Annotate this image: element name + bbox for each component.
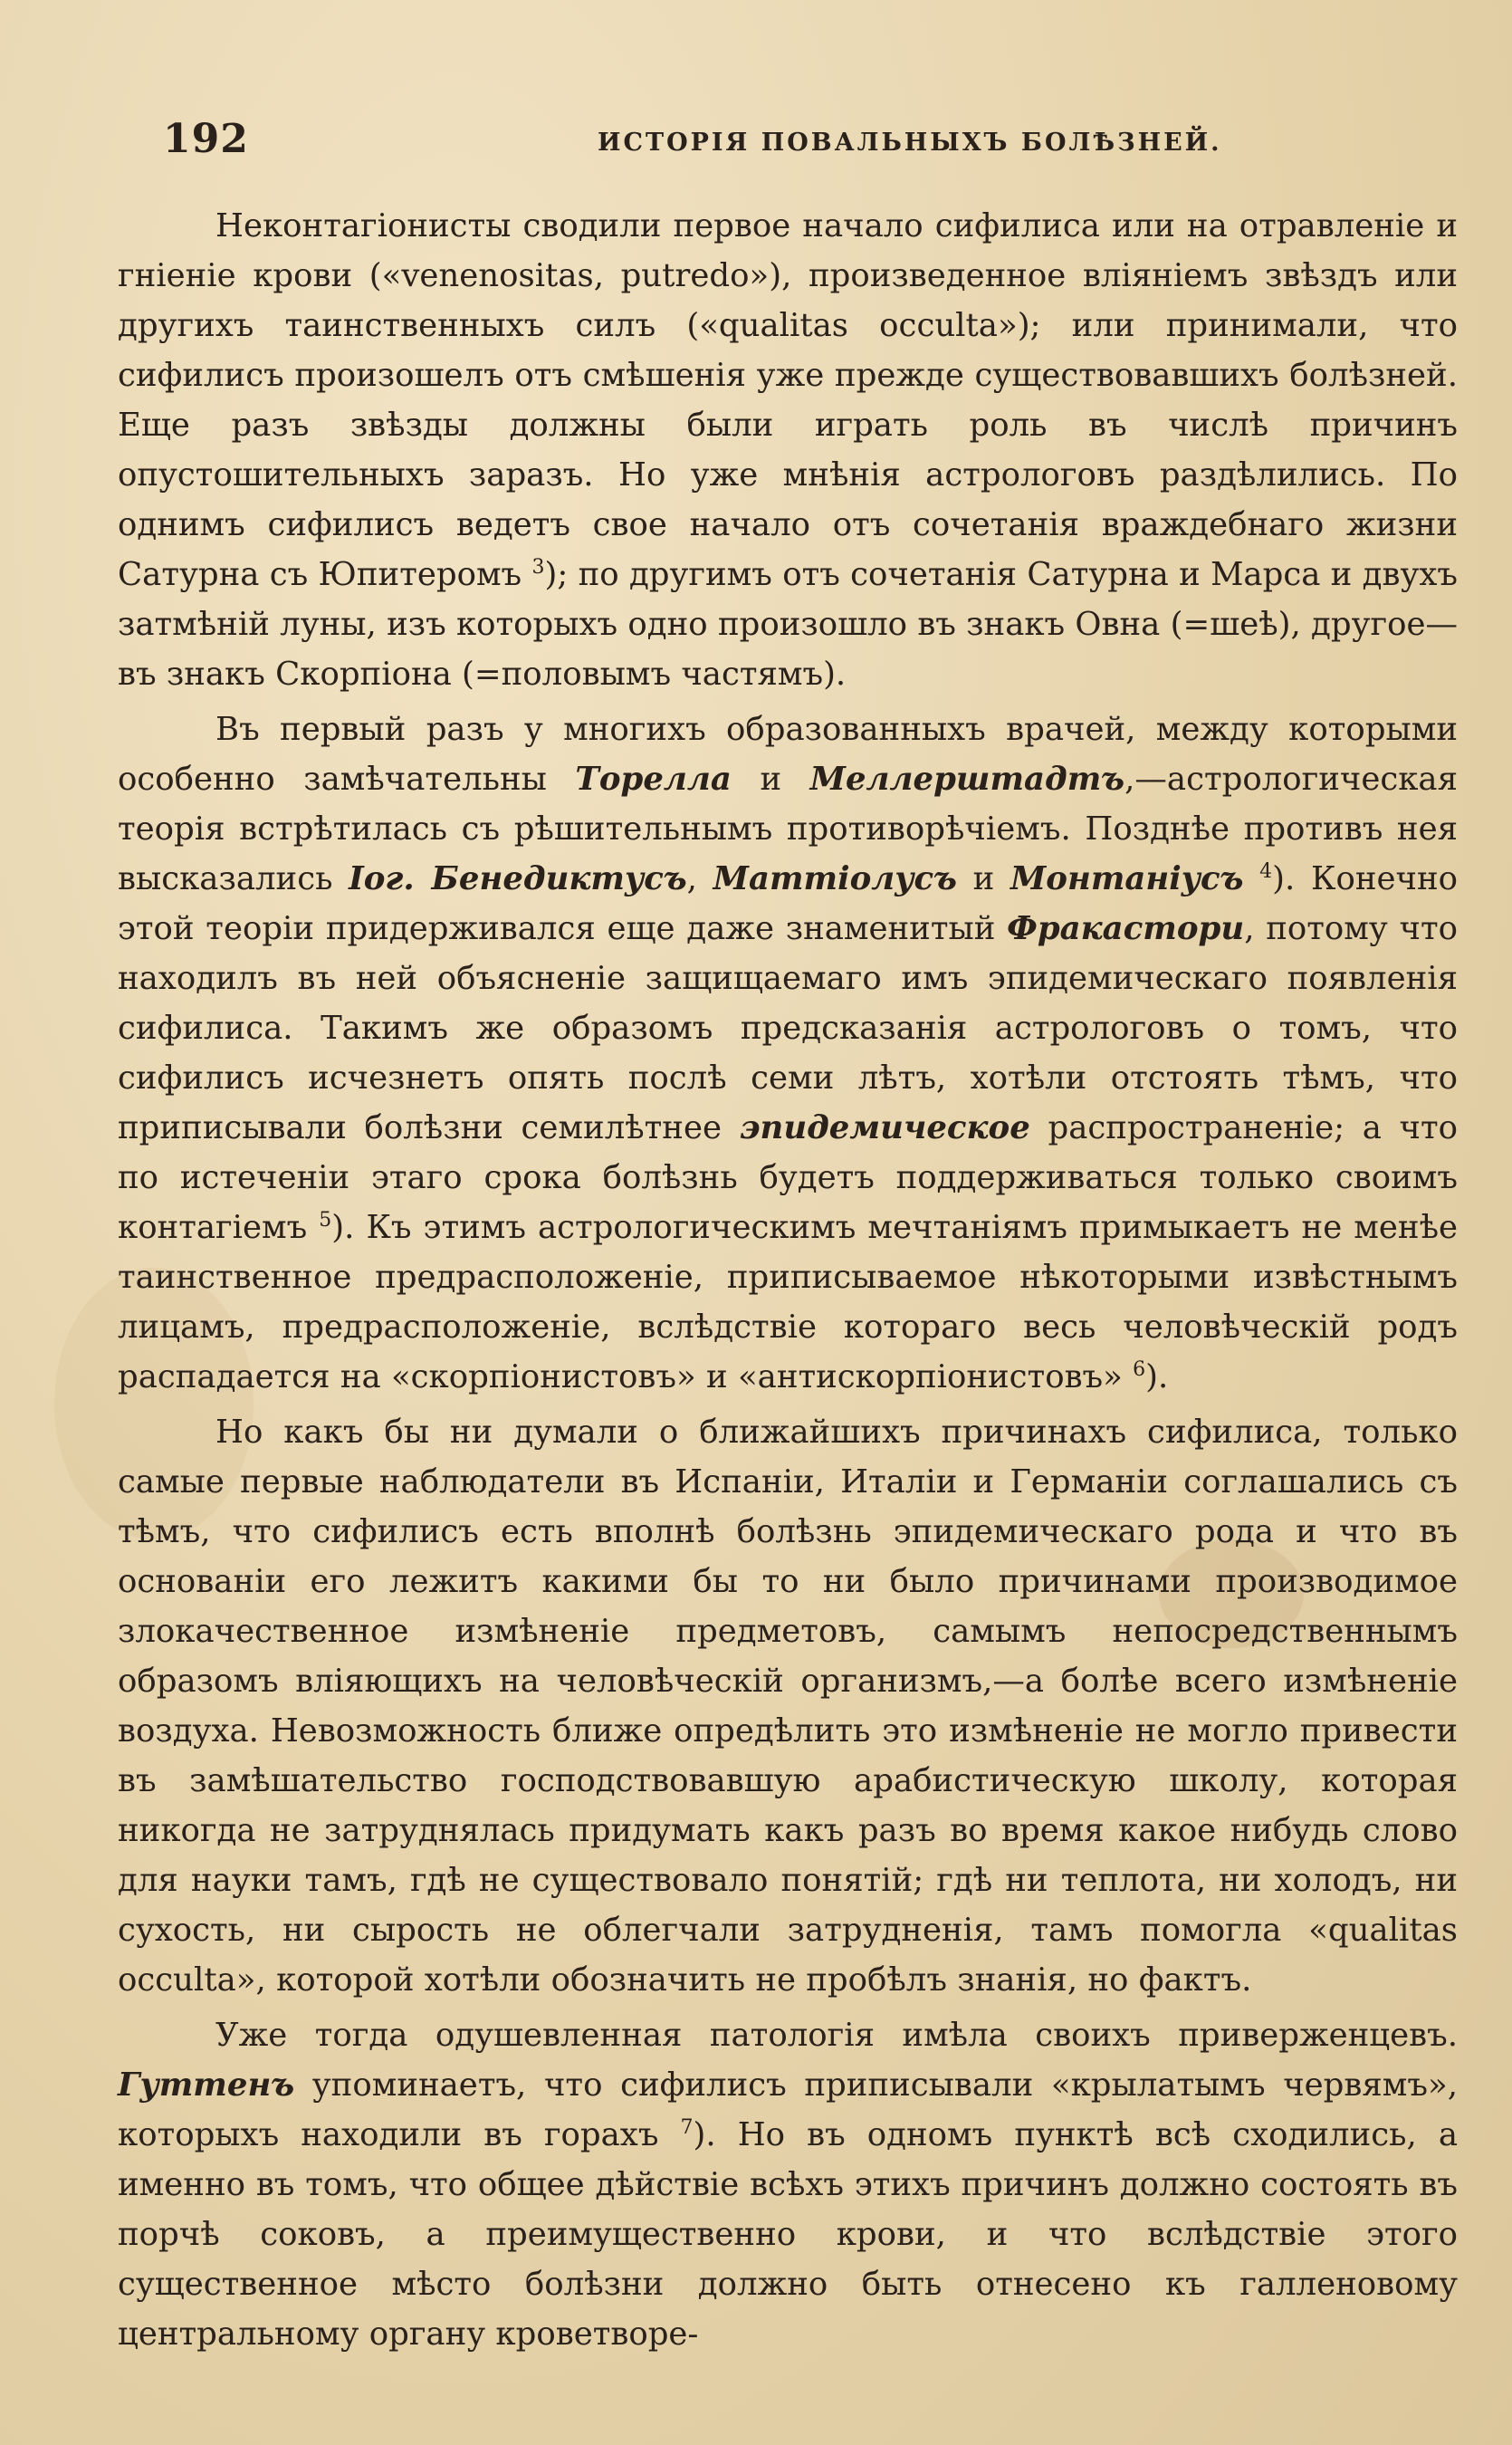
footnote-ref: 4 (1259, 860, 1273, 884)
footnote-ref: 6 (1133, 1358, 1146, 1382)
paragraph (118, 705, 1458, 1402)
paragraph (118, 201, 1458, 699)
paragraph (118, 1407, 1458, 2005)
emphasized-name: Меллерштадтъ (809, 761, 1125, 798)
text-run: Въ первый разъ у многихъ образованныхъ врачей, между которыми особенно замѣчательны (118, 711, 1458, 798)
body-text (118, 201, 1458, 2364)
footnote-ref: 3 (531, 556, 545, 580)
text-run: Неконтагіонисты сводили первое начало сифилиса или на отравленіе и гніеніе крови («venenositas, putredo»), произведенное вліяніемъ звѣздъ или другихъ таинственныхъ силъ («qualitas occulta»); или принимали, что сифилисъ произошелъ отъ смѣшенія уже прежде существовавшихъ болѣзней. Еще разъ звѣзды должны были играть роль въ числѣ причинъ опустошительныхъ заразъ. Но уже мнѣнія астрологовъ раздѣлились. По однимъ сифилисъ ведетъ свое начало отъ сочетанія враждебнаго жизни Сатурна съ Юпитеромъ (118, 207, 1458, 593)
text-run: ). Но въ одномъ пунктѣ всѣ сходились, а именно въ томъ, что общее дѣйствіе всѣхъ этихъ причинъ должно состоять въ порчѣ соковъ, а преимущественно крови, и что вслѣдствіе этого существенное мѣсто болѣзни должно быть отнесено къ галленовому центральному органу кроветворе- (118, 2116, 1458, 2353)
text-run: ,—астрологическая теорія встрѣтилась съ рѣшительнымъ противорѣчіемъ. Позднѣе противъ нея высказались (118, 761, 1458, 897)
emphasized-name: Фракастори (1007, 910, 1245, 947)
footnote-ref: 7 (680, 2116, 694, 2140)
page-number: 192 (163, 116, 249, 162)
text-run: упоминаетъ, что сифилисъ приписывали «крылатымъ червямъ», которыхъ находили въ горахъ (118, 2066, 1458, 2153)
text-run: ); по другимъ отъ сочетанія Сатурна и Марса и двухъ затмѣній луны, изъ которыхъ одно произошло въ знакъ Овна (=шеѣ), другое—въ знакъ Скорпіона (=половымъ частямъ). (118, 556, 1459, 693)
text-run: Уже тогда одушевленная патологія имѣла своихъ приверженцевъ. (215, 2017, 1458, 2054)
text-run: распространеніе; а что по истеченіи этаго срока болѣзнь будетъ поддерживаться только своимъ контагіемъ (118, 1109, 1458, 1246)
footnote-ref: 5 (319, 1209, 332, 1232)
text-run: Но какъ бы ни думали о ближайшихъ причинахъ сифилиса, только самые первые наблюдатели въ Испаніи, Италіи и Германіи соглашались съ тѣмъ, что сифилисъ есть вполнѣ болѣзнь эпидемическаго рода и что въ основаніи его лежитъ какими бы то ни было причинами производимое злокачественное измѣненіе предметовъ, самымъ непосредственнымъ образомъ вліяющихъ на человѣческій организмъ,—а болѣе всего измѣненіе воздуха. Невозможность ближе опредѣлить это измѣненіе не могло привести въ замѣшательство господствовавшую арабистическую школу, которая никогда не затруднялась придумать какъ разъ во время какое нибудь слово для науки тамъ, гдѣ не существовало понятій; гдѣ ни теплота, ни холодъ, ни сухость, ни сырость не облегчали затрудненія, тамъ помогла «qualitas occulta», которой хотѣли обозначить не пробѣлъ знанія, но фактъ. (118, 1414, 1458, 1999)
text-run: , (686, 860, 713, 897)
paragraph (118, 2010, 1458, 2359)
emphasized-name: Іог. Бенедиктусъ (349, 860, 687, 897)
text-run: , потому что находилъ въ ней объясненіе защищаемаго имъ эпидемическаго появленія сифилиса. Такимъ же образомъ предсказанія астрологовъ о томъ, что сифилисъ исчезнетъ опять послѣ семи лѣтъ, хотѣли отстоять тѣмъ, что приписывали болѣзни семилѣтнее (118, 910, 1458, 1146)
running-title: ИСТОРІЯ ПОВАЛЬНЫХЪ БОЛѢЗНЕЙ. (598, 129, 1222, 157)
text-run: ). Конечно этой теоріи придерживался еще даже знаменитый (118, 860, 1458, 947)
text-run: ). Къ этимъ астрологическимъ мечтаніямъ примыкаетъ не менѣе таинственное предрасположеніе, приписываемое нѣкоторыми извѣстнымъ лицамъ, предрасположеніе, вслѣдствіе котораго весь человѣческій родъ распадается на «скорпіонистовъ» и «антискорпіонистовъ» (118, 1209, 1458, 1395)
emphasized-name: Гуттенъ (118, 2066, 295, 2104)
emphasized-name: Торелла (575, 761, 732, 798)
text-run (1243, 860, 1259, 897)
emphasized-name: эпидемическое (739, 1109, 1030, 1146)
text-run: и (731, 761, 810, 798)
emphasized-name: Маттіолусъ (713, 860, 957, 897)
text-run: и (956, 860, 1010, 897)
emphasized-name: Монтаніусъ (1010, 860, 1244, 897)
running-head (163, 116, 1431, 170)
text-run: ). (1145, 1358, 1169, 1395)
